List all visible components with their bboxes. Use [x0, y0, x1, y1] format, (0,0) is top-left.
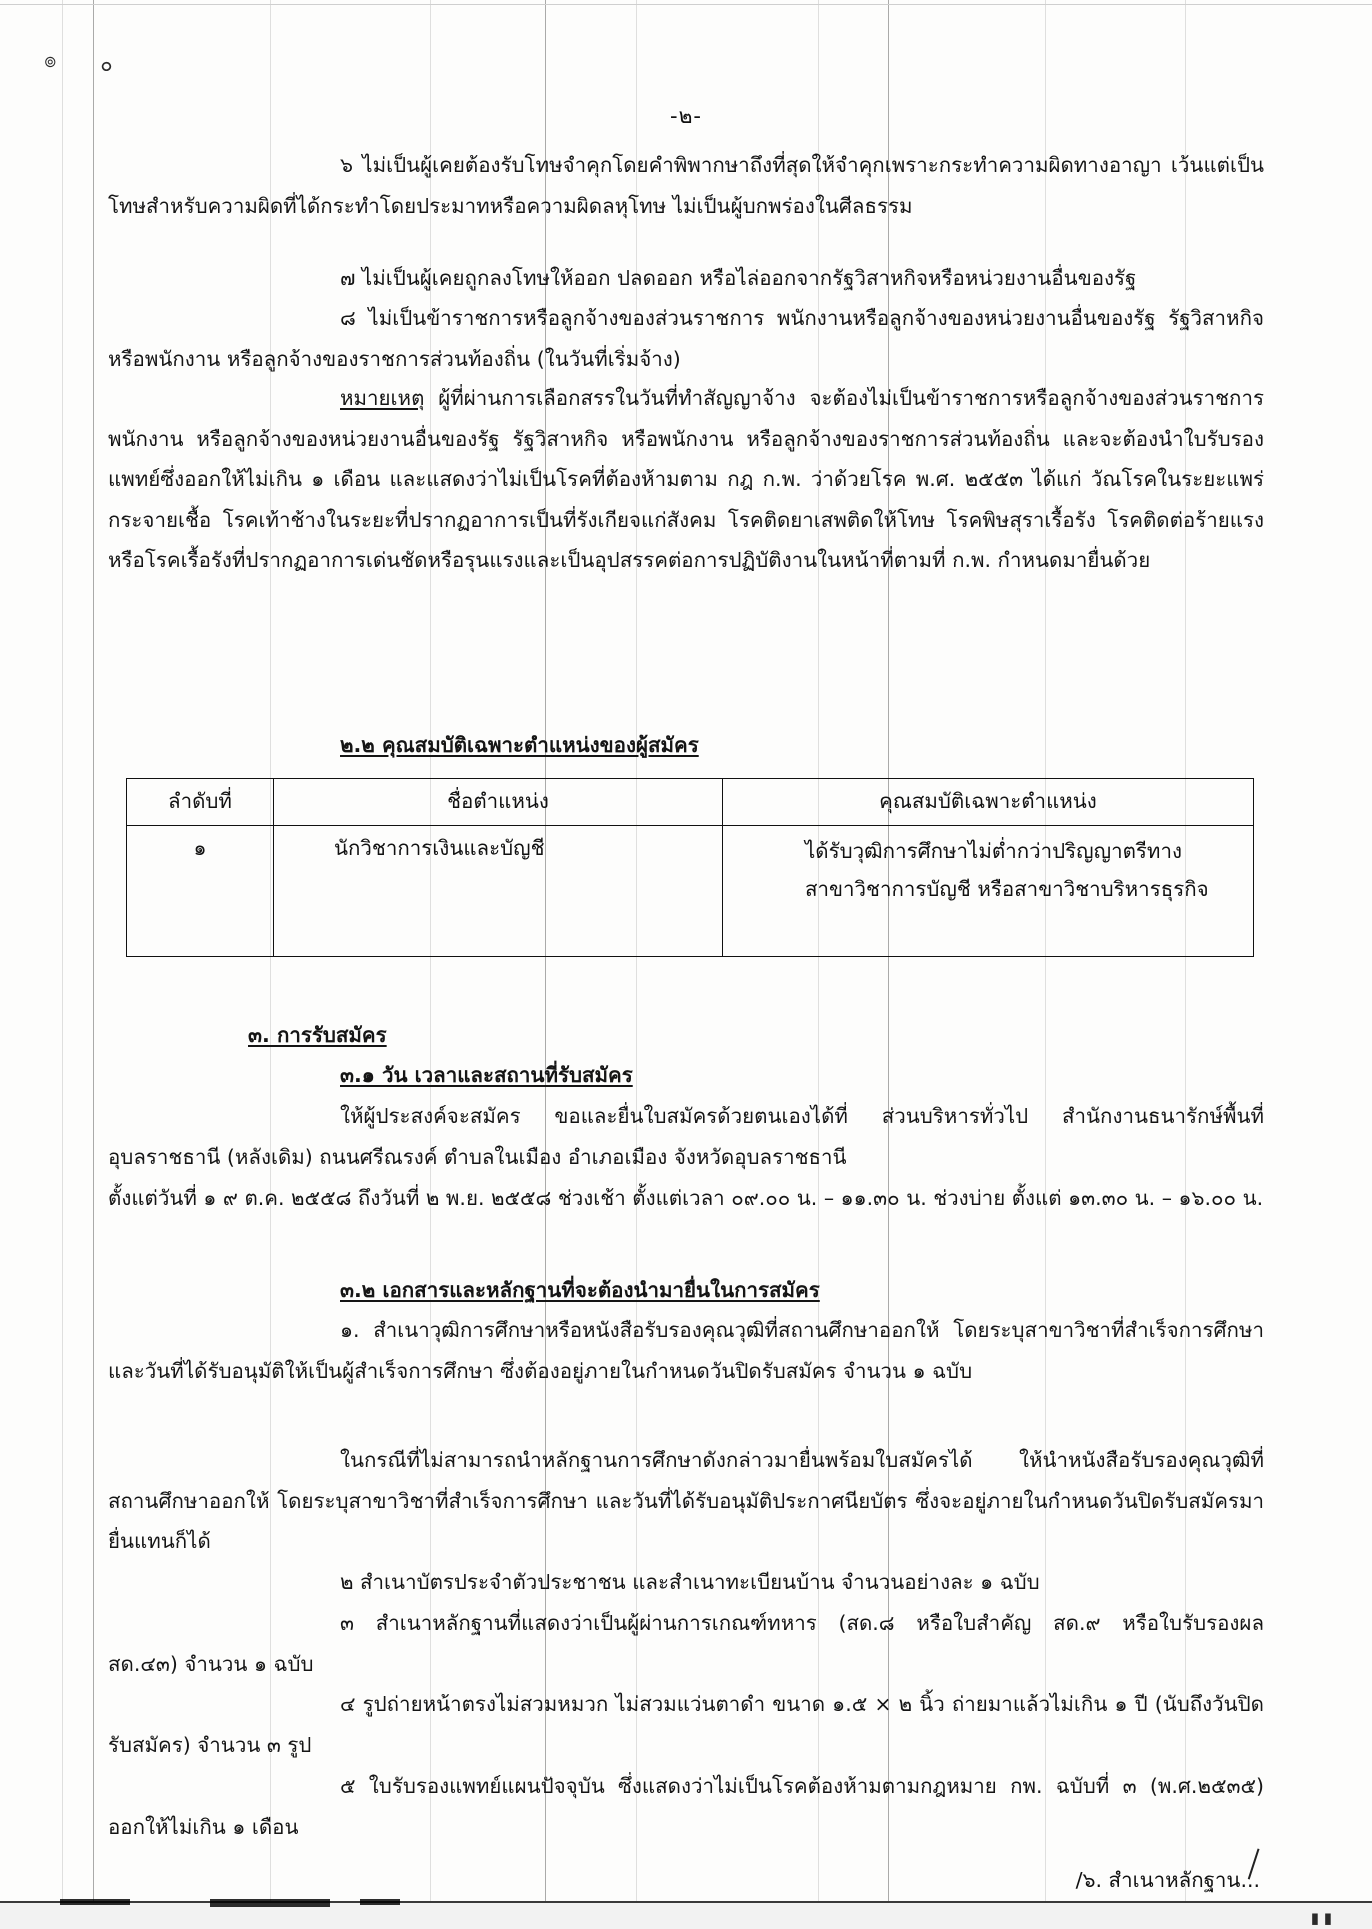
- paragraph-3-1-place: ให้ผู้ประสงค์จะสมัคร ขอและยื่นใบสมัครด้วยตนเองได้ที่ ส่วนบริหารทั่วไป สำนักงานธนารักษ์พื้นที่อุบลราชธานี (หลังเดิม) ถนนศรีณรงค์ ตำบลในเมือง อำเภอเมือง จังหวัดอุบลราชธานี: [108, 1104, 1264, 1169]
- paragraph-3-1-dates: ตั้งแต่วันที่ ๑ ๙ ต.ค. ๒๕๕๘ ถึงวันที่ ๒ พ.ย. ๒๕๕๘ ช่วงเช้า ตั้งแต่เวลา ๐๙.๐๐ น. – ๑๑.๓๐ น. ช่วงบ่าย ตั้งแต่ ๑๓.๓๐ น. – ๑๖.๐๐ น.: [108, 1186, 1264, 1210]
- paragraph-3-2-item-1-note: ในกรณีที่ไม่สามารถนำหลักฐานการศึกษาดังกล่าวมายื่นพร้อมใบสมัครได้ ให้นำหนังสือรับรองคุณวุฒิที่สถานศึกษาออกให้ โดยระบุสาขาวิชาที่สำเร็จการศึกษา และวันที่ได้รับอนุมัติประกาศนียบัตร ซึ่งจะอยู่ภายในกำหนดวันปิดรับสมัครมายื่นแทนก็ได้: [108, 1448, 1264, 1553]
- table-header-qualification: คุณสมบัติเฉพาะตำแหน่ง: [723, 779, 1254, 826]
- page-number: -๒-: [670, 104, 702, 128]
- paragraph-3-2-item-5: ๕ ใบรับรองแพทย์แผนปัจจุบัน ซึ่งแสดงว่าไม่เป็นโรคต้องห้ามตามกฎหมาย กพ. ฉบับที่ ๓ (พ.ศ.๒๕๓๕) ออกให้ไม่เกิน ๑ เดือน: [108, 1774, 1264, 1839]
- table-header-position: ชื่อตำแหน่ง: [274, 779, 723, 826]
- paragraph-item-6: ๖ ไม่เป็นผู้เคยต้องรับโทษจำคุกโดยคำพิพากษาถึงที่สุดให้จำคุกเพราะกระทำความผิดทางอาญา เว้นแต่เป็นโทษสำหรับความผิดที่ได้กระทำโดยประมาทหรือความผิดลหุโทษ ไม่เป็นผู้บกพร่องในศีลธรรม: [108, 153, 1264, 218]
- qualification-line-2: สาขาวิชาการบัญชี หรือสาขาวิชาบริหารธุรกิจ: [805, 877, 1209, 901]
- table-cell-no: ๑: [127, 826, 274, 957]
- paragraph-3-2-item-4: ๔ รูปถ่ายหน้าตรงไม่สวมหมวก ไม่สวมแว่นตาดำ ขนาด ๑.๕ × ๒ นิ้ว ถ่ายมาแล้วไม่เกิน ๑ ปี (นับถึงวันปิดรับสมัคร) จำนวน ๓ รูป: [108, 1692, 1264, 1757]
- paragraph-3-2-item-2: ๒ สำเนาบัตรประจำตัวประชาชน และสำเนาทะเบียนบ้าน จำนวนอย่างละ ๑ ฉบับ: [340, 1570, 1040, 1594]
- paragraph-item-7: ๗ ไม่เป็นผู้เคยถูกลงโทษให้ออก ปลดออก หรือไล่ออกจากรัฐวิสาหกิจหรือหน่วยงานอื่นของรัฐ: [340, 266, 1137, 290]
- margin-scribble: ๐: [98, 51, 114, 77]
- margin-scribble: ๏: [42, 47, 58, 73]
- scan-smudge: [60, 1899, 130, 1905]
- qualification-line-1: ได้รับวุฒิการศึกษาไม่ต่ำกว่าปริญญาตรีทาง: [805, 839, 1182, 863]
- scan-smudge: [360, 1899, 400, 1905]
- table-cell-position: นักวิชาการเงินและบัญชี: [274, 826, 723, 957]
- heading-section-3-1: ๓.๑ วัน เวลาและสถานที่รับสมัคร: [340, 1063, 633, 1087]
- qualifications-table: [126, 778, 1254, 957]
- scan-smudge: [210, 1899, 330, 1907]
- paragraph-3-2-item-3: ๓ สำเนาหลักฐานที่แสดงว่าเป็นผู้ผ่านการเกณฑ์ทหาร (สด.๘ หรือใบสำคัญ สด.๙ หรือใบรับรองผล สด.๔๓) จำนวน ๑ ฉบับ: [108, 1611, 1264, 1676]
- scan-bottom-mark: ▮ ▮: [1310, 1909, 1332, 1927]
- heading-section-3: ๓. การรับสมัคร: [248, 1023, 387, 1047]
- table-header-no: ลำดับที่: [127, 779, 274, 826]
- note-text: ผู้ที่ผ่านการเลือกสรรในวันที่ทำสัญญาจ้าง จะต้องไม่เป็นข้าราชการหรือลูกจ้างของส่วนราชการ พนักงาน หรือลูกจ้างของหน่วยงานอื่นของรัฐ รัฐวิสาหกิจ หรือพนักงาน หรือลูกจ้างของราชการส่วนท้องถิ่น และจะต้องนำใบรับรองแพทย์ซึ่งออกให้ไม่เกิน ๑ เดือน และแสดงว่าไม่เป็นโรคที่ต้องห้ามตาม กฎ ก.พ. ว่าด้วยโรค พ.ศ. ๒๕๕๓ ได้แก่ วัณโรคในระยะแพร่กระจายเชื้อ โรคเท้าช้างในระยะที่ปรากฏอาการเป็นที่รังเกียจแก่สังคม โรคติดยาเสพติดให้โทษ โรคพิษสุราเรื้อรัง โรคติดต่อร้ายแรงหรือโรคเรื้อรังที่ปรากฏอาการเด่นชัดหรือรุนแรงและเป็นอุปสรรคต่อการปฏิบัติงานในหน้าที่ตามที่ ก.พ. กำหนดมายื่นด้วย: [108, 386, 1264, 572]
- note-label: หมายเหตุ: [340, 386, 425, 410]
- paragraph-item-8: ๘ ไม่เป็นข้าราชการหรือลูกจ้างของส่วนราชการ พนักงานหรือลูกจ้างของหน่วยงานอื่นของรัฐ รัฐวิสาหกิจ หรือพนักงาน หรือลูกจ้างของราชการส่วนท้องถิ่น (ในวันที่เริ่มจ้าง): [108, 306, 1264, 371]
- paragraph-note: [108, 378, 1264, 581]
- table-header-row: [127, 779, 1254, 826]
- heading-2-2: ๒.๒ คุณสมบัติเฉพาะตำแหน่งของผู้สมัคร: [340, 733, 699, 757]
- heading-section-3-2: ๓.๒ เอกสารและหลักฐานที่จะต้องนำมายื่นในการสมัคร: [340, 1278, 820, 1302]
- table-row: [127, 826, 1254, 957]
- footer-continuation-note: /๖. สำเนาหลักฐาน...: [1075, 1868, 1260, 1892]
- scan-bottom-band: [0, 1901, 1372, 1929]
- table-cell-qualification: [723, 826, 1254, 957]
- paragraph-3-2-item-1: ๑. สำเนาวุฒิการศึกษาหรือหนังสือรับรองคุณวุฒิที่สถานศึกษาออกให้ โดยระบุสาขาวิชาที่สำเร็จการศึกษาและวันที่ได้รับอนุมัติให้เป็นผู้สำเร็จการศึกษา ซึ่งต้องอยู่ภายในกำหนดวันปิดรับสมัคร จำนวน ๑ ฉบับ: [108, 1318, 1264, 1383]
